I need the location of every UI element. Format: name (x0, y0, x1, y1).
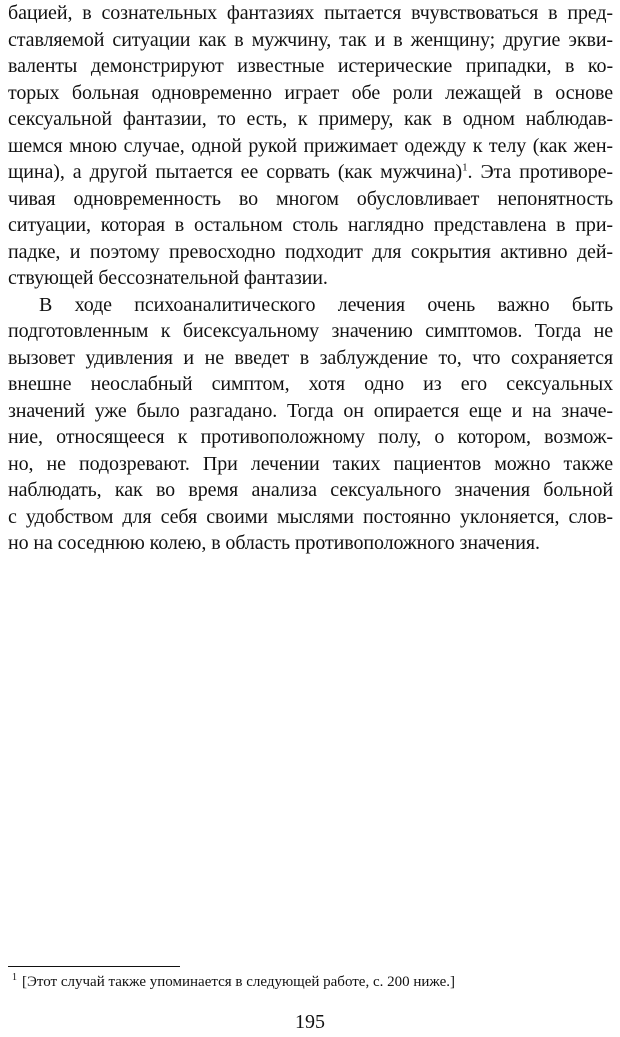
text-line: шемся мною случае, одной рукой прижимает одежду к телу (как жен- (8, 134, 613, 157)
text-line: значений уже было разгадано. Тогда он опирается еще и на значе- (8, 399, 613, 422)
text-line: вызовет удивления и не введет в заблуждение то, что сохраняется (8, 346, 613, 369)
text-line: В ходе психоаналитического лечения очень важно быть (39, 293, 613, 316)
text-line: торых больная одновременно играет обе роли лежащей в основе (8, 81, 613, 104)
body-text (8, 0, 613, 557)
footnote-divider (8, 966, 180, 967)
text-line: валенты демонстрируют известные истерические припадки, в ко- (8, 55, 613, 77)
text-fragment: . Эта противоре- (467, 161, 613, 183)
text-line: ствующей бессознательной фантазии. (8, 267, 328, 289)
text-line: ставляемой ситуации как в мужчину, так и в женщину; другие экви- (8, 28, 613, 51)
text-line: наблюдать, как во время анализа сексуального значения больной (8, 479, 613, 501)
text-line: ние, относящееся к противоположному полу, о котором, возмож- (8, 426, 613, 448)
paragraph (8, 0, 613, 292)
text-line: внешне неослабный симптом, хотя одно из его сексуальных (8, 373, 613, 395)
text-line: падке, и поэтому превосходно подходит для сокрытия активно дей- (8, 240, 613, 263)
text-line: сексуальной фантазии, то есть, к примеру, как в одном наблюдав- (8, 108, 613, 130)
text-line (8, 159, 613, 186)
text-line: с удобством для себя своими мыслями постоянно уклоняется, слов- (8, 505, 613, 528)
text-line: ситуации, которая в остальном столь наглядно представлена в при- (8, 214, 613, 236)
footnote-text: [Этот случай также упоминается в следующей работе, с. 200 ниже.] (22, 974, 455, 990)
footnote-mark: 1 (12, 972, 17, 983)
footnote (8, 972, 583, 992)
text-line: но, не подозревают. При лечении таких пациентов можно также (8, 452, 613, 475)
text-line: бацией, в сознательных фантазиях пытается вчувствоваться в пред- (8, 2, 613, 24)
text-fragment: щина), а другой пытается ее сорвать (как мужчина) (8, 161, 463, 183)
text-line: подготовленным к бисексуальному значению симптомов. Тогда не (8, 320, 613, 342)
footnote-reference: 1 (462, 161, 468, 174)
paragraph (8, 292, 613, 557)
text-line: но на соседнюю колею, в область противоположного значения. (8, 532, 540, 554)
page-number: 195 (295, 1011, 325, 1033)
text-line: чивая одновременность во многом обусловливает непонятность (8, 187, 613, 210)
